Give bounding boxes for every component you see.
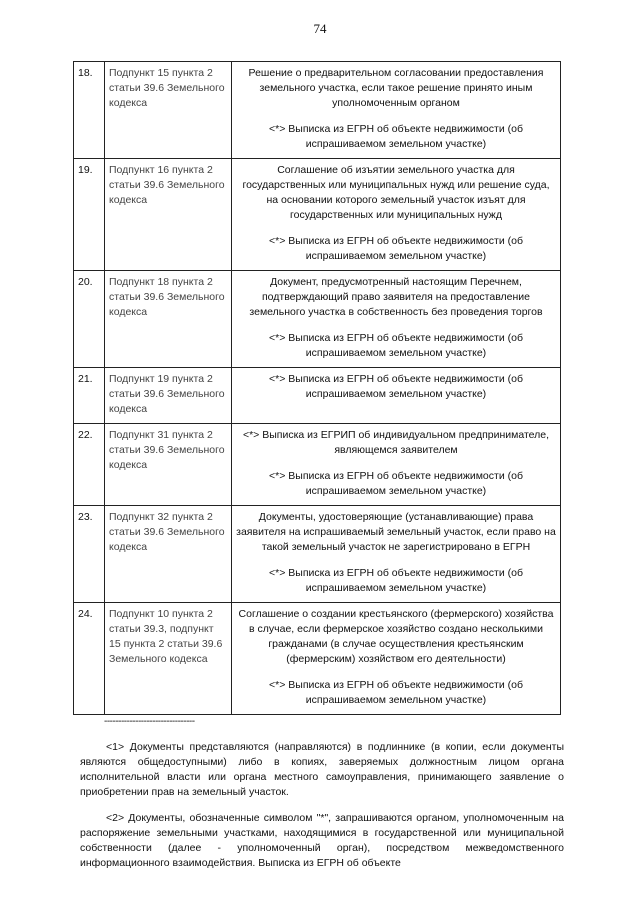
row-number: 18. xyxy=(74,62,105,159)
required-documents xyxy=(232,368,561,424)
legal-reference: Подпункт 15 пункта 2 статьи 39.6 Земельного кодекса xyxy=(105,62,232,159)
table-row xyxy=(74,506,561,603)
document-item: <*> Выписка из ЕГРН об объекте недвижимости (об испрашиваемом земельном участке) xyxy=(269,470,523,497)
legal-reference: Подпункт 18 пункта 2 статьи 39.6 Земельного кодекса xyxy=(105,271,232,368)
document-item: Решение о предварительном согласовании предоставления земельного участка, если такое решение принято иным уполномоченным органом xyxy=(248,67,544,109)
row-number: 23. xyxy=(74,506,105,603)
document-item: Документ, предусмотренный настоящим Перечнем, подтверждающий право заявителя на предоставление земельного участка в собственность без проведения торгов xyxy=(249,276,543,318)
document-item: Документы, удостоверяющие (устанавливающие) права заявителя на испрашиваемый земельный участок, если право на такой земельный участок не зарегистрировано в ЕГРН xyxy=(236,511,556,553)
footnote-1: <1> Документы представляются (направляются) в подлиннике (в копии, если документы являются общедоступными) либо в копиях, заверяемых должностным лицом органа исполнительной власти или органа местного самоуправления, принимающего заявление о приобретении прав на земельный участок. xyxy=(80,741,564,798)
legal-reference: Подпункт 31 пункта 2 статьи 39.6 Земельного кодекса xyxy=(105,424,232,506)
footnote-2: <2> Документы, обозначенные символом "*", запрашиваются органом, уполномоченным на распоряжение земельными участками, находящимися в государственной или муниципальной собственности (далее - уполномоченный орган), посредством межведомственного информационного взаимодействия. Выписка из ЕГРН об объекте xyxy=(80,812,564,869)
required-documents xyxy=(232,159,561,271)
row-number: 22. xyxy=(74,424,105,506)
required-documents xyxy=(232,424,561,506)
legal-reference: Подпункт 10 пункта 2 статьи 39.3, подпункт 15 пункта 2 статьи 39.6 Земельного кодекса xyxy=(105,603,232,715)
row-number: 19. xyxy=(74,159,105,271)
legal-reference: Подпункт 16 пункта 2 статьи 39.6 Земельного кодекса xyxy=(105,159,232,271)
document-item: <*> Выписка из ЕГРН об объекте недвижимости (об испрашиваемом земельном участке) xyxy=(269,567,523,594)
legal-reference: Подпункт 32 пункта 2 статьи 39.6 Земельного кодекса xyxy=(105,506,232,603)
required-documents xyxy=(232,271,561,368)
page-number: 74 xyxy=(313,21,327,36)
documents-table xyxy=(73,61,561,715)
document-item: <*> Выписка из ЕГРН об объекте недвижимости (об испрашиваемом земельном участке) xyxy=(269,679,523,706)
required-documents xyxy=(232,506,561,603)
table-row xyxy=(74,159,561,271)
document-item: Соглашение о создании крестьянского (фермерского) хозяйства в случае, если фермерское хозяйство создано несколькими гражданами (в случае осуществления крестьянским (фермерским) хозяйством его деятельности) xyxy=(238,608,554,665)
table-row xyxy=(74,424,561,506)
table-row xyxy=(74,62,561,159)
footnote-separator: -------------------------------- xyxy=(104,716,195,727)
document-item: <*> Выписка из ЕГРН об объекте недвижимости (об испрашиваемом земельном участке) xyxy=(269,123,523,150)
required-documents xyxy=(232,603,561,715)
document-item: <*> Выписка из ЕГРИП об индивидуальном предпринимателе, являющемся заявителем xyxy=(242,429,550,456)
document-item: <*> Выписка из ЕГРН об объекте недвижимости (об испрашиваемом земельном участке) xyxy=(269,332,523,359)
table-row xyxy=(74,368,561,424)
table-row xyxy=(74,603,561,715)
row-number: 24. xyxy=(74,603,105,715)
document-item: <*> Выписка из ЕГРН об объекте недвижимости (об испрашиваемом земельном участке) xyxy=(269,235,523,262)
legal-reference: Подпункт 19 пункта 2 статьи 39.6 Земельного кодекса xyxy=(105,368,232,424)
row-number: 21. xyxy=(74,368,105,424)
document-item: Соглашение об изъятии земельного участка для государственных или муниципальных нужд или решение суда, на основании которого земельный участок изъят для государственных или муниципальных нужд xyxy=(242,164,550,221)
required-documents xyxy=(232,62,561,159)
table-row xyxy=(74,271,561,368)
row-number: 20. xyxy=(74,271,105,368)
document-item: <*> Выписка из ЕГРН об объекте недвижимости (об испрашиваемом земельном участке) xyxy=(269,373,523,400)
